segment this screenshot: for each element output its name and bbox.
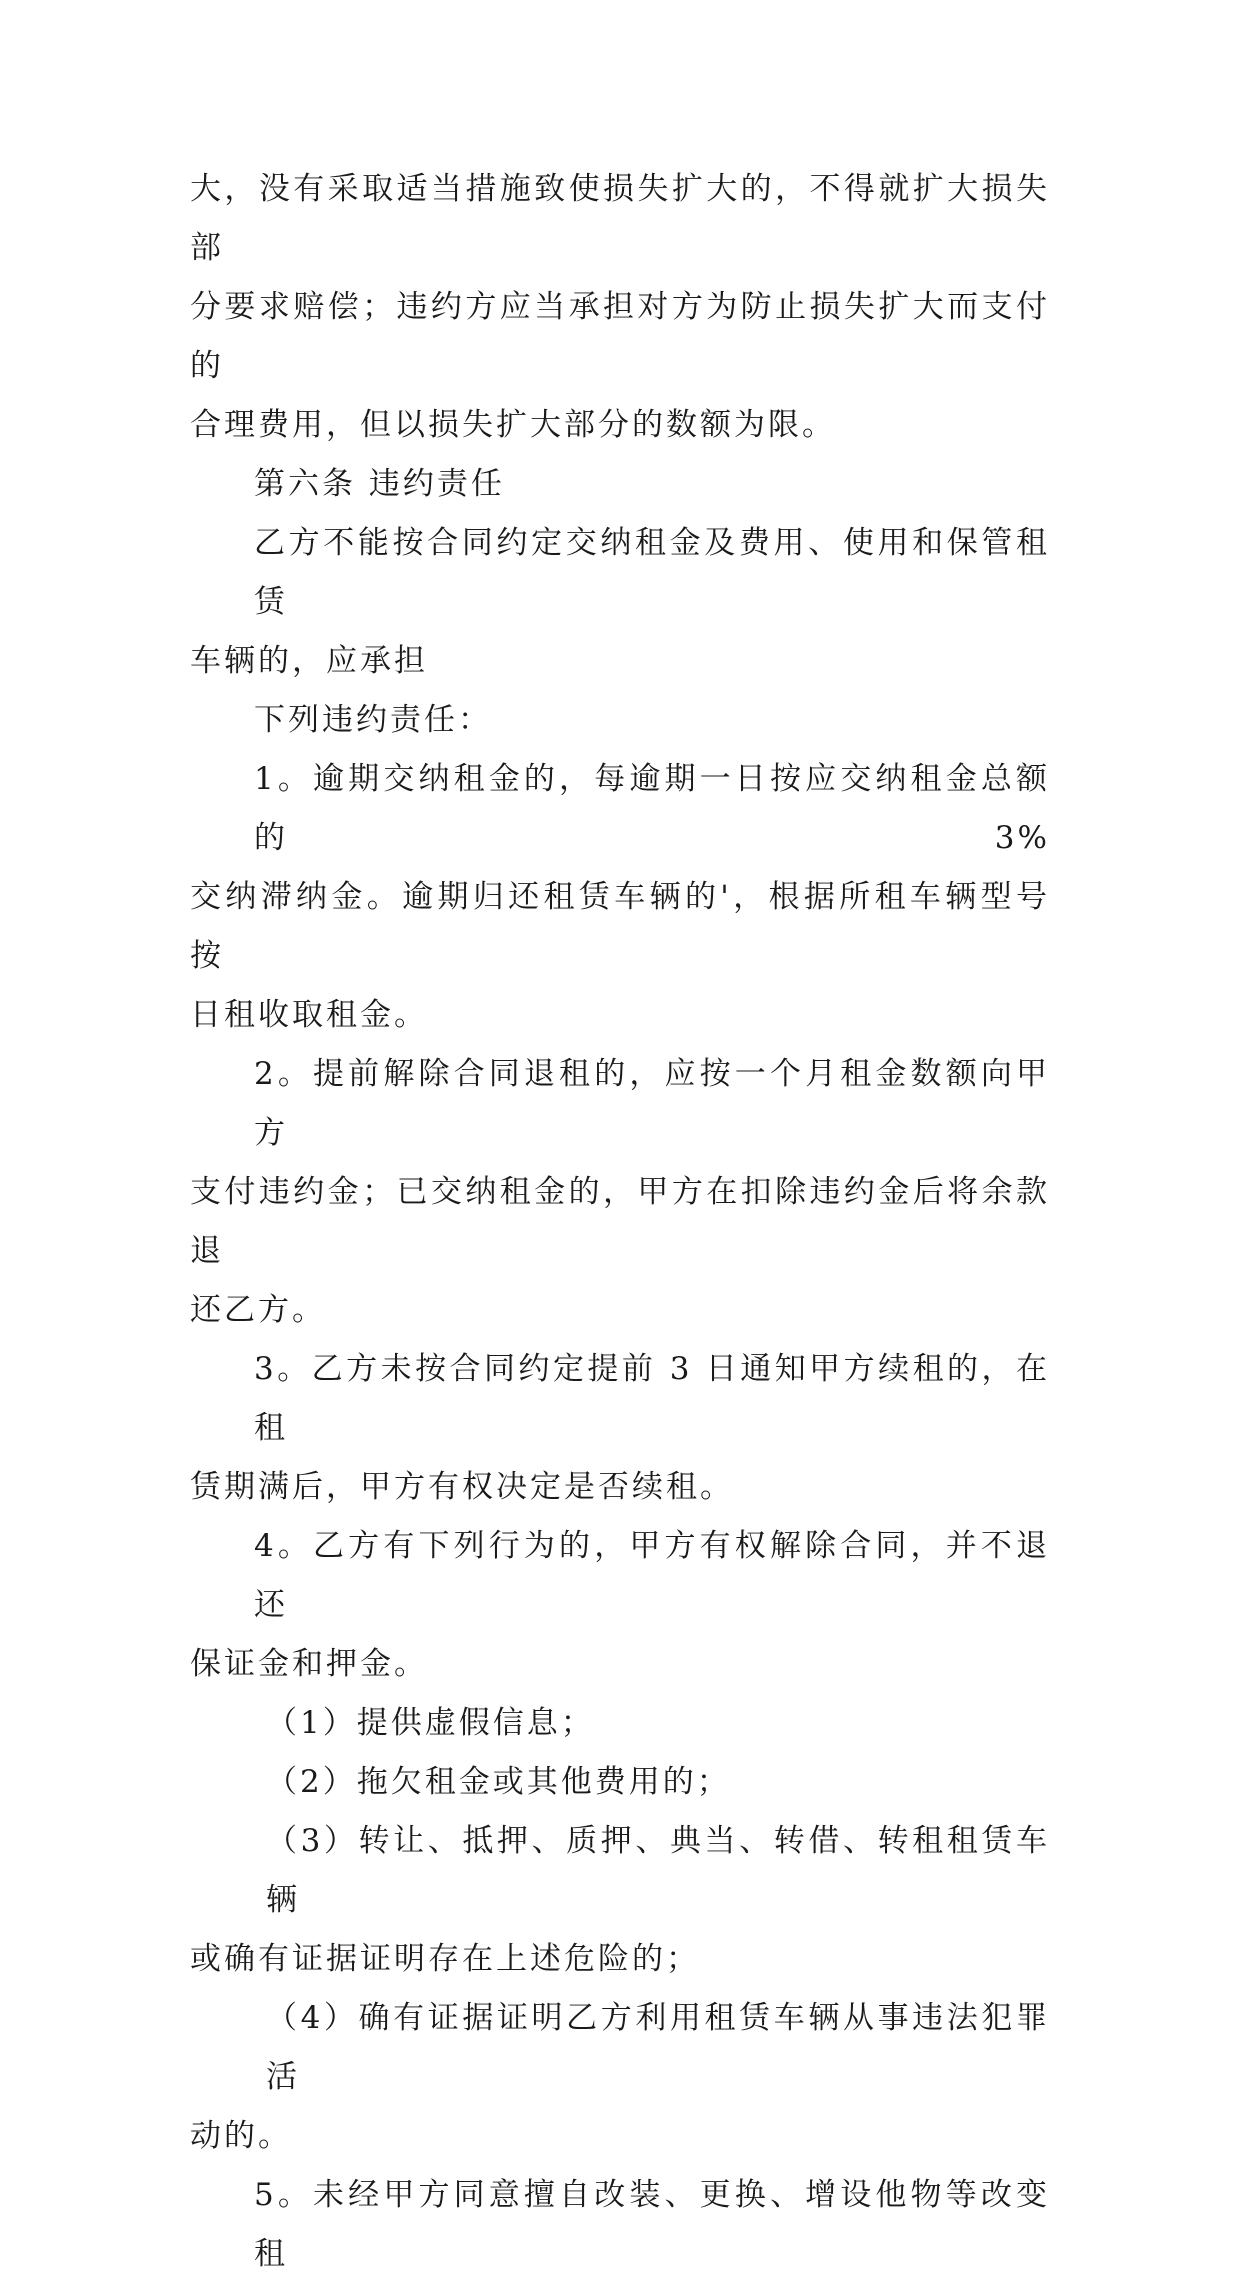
text-line: 或确有证据证明存在上述危险的；	[190, 1941, 700, 1977]
text-line: 日租收取租金。	[190, 997, 428, 1033]
list-item-3: 3。乙方未按合同约定提前 3 日通知甲方续租的，在租	[254, 1351, 1050, 1446]
text-line: 下列违约责任：	[254, 702, 492, 738]
text-line: 保证金和押金。	[190, 1646, 428, 1682]
sub-item-1: （1）提供虚假信息；	[266, 1705, 595, 1741]
text-line: 动的。	[190, 2118, 292, 2154]
text-line: 交纳滞纳金。逾期归还租赁车辆的'，根据所租车辆型号按	[190, 879, 1050, 974]
sub-item-2: （2）拖欠租金或其他费用的；	[266, 1764, 731, 1800]
list-item-2: 2。提前解除合同退租的，应按一个月租金数额向甲方	[254, 1056, 1050, 1151]
text-line: 大，没有采取适当措施致使损失扩大的，不得就扩大损失部	[190, 171, 1050, 266]
text-line: 支付违约金；已交纳租金的，甲方在扣除违约金后将余款退	[190, 1174, 1050, 1269]
text-line: 分要求赔偿；违约方应当承担对方为防止损失扩大而支付的	[190, 289, 1050, 384]
text-line: 乙方不能按合同约定交纳租金及费用、使用和保管租赁	[254, 525, 1050, 620]
section-heading: 第六条 违约责任	[254, 466, 505, 502]
list-item-5: 5。未经甲方同意擅自改装、更换、增设他物等改变租	[254, 2177, 1050, 2272]
text-line: 还乙方。	[190, 1292, 326, 1328]
text-line: 车辆的，应承担	[190, 643, 428, 679]
text-line: 合理费用，但以损失扩大部分的数额为限。	[190, 407, 836, 443]
document-body	[190, 160, 1050, 2284]
sub-item-4: （4）确有证据证明乙方利用租赁车辆从事违法犯罪活	[266, 2000, 1050, 2095]
text-line: 赁期满后，甲方有权决定是否续租。	[190, 1469, 734, 1505]
list-item-4: 4。乙方有下列行为的，甲方有权解除合同，并不退还	[254, 1528, 1050, 1623]
sub-item-3: （3）转让、抵押、质押、典当、转借、转租租赁车辆	[266, 1823, 1050, 1918]
list-item-1: 1。逾期交纳租金的，每逾期一日按应交纳租金总额的 3%	[254, 761, 1050, 856]
